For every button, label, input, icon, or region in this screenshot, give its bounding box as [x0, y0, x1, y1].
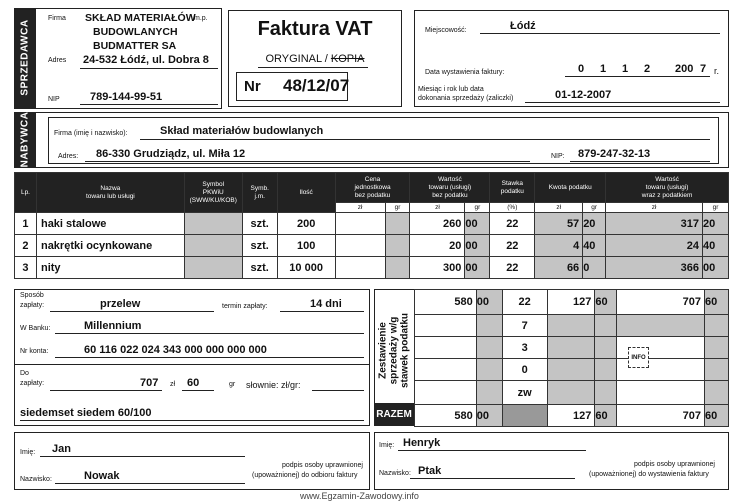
- issuer-last-line: [410, 478, 575, 479]
- row-unit: szt.: [242, 235, 277, 257]
- header-rate-pct: (%): [490, 203, 535, 213]
- sum-gross-gr: [705, 381, 729, 405]
- row-tax-zl: 66: [535, 257, 583, 279]
- row-lp: 3: [15, 257, 37, 279]
- place-value: Łódź: [510, 20, 536, 32]
- table-row: [15, 235, 729, 257]
- sum-rate: 22: [502, 290, 547, 315]
- payment-term: 14 dni: [310, 298, 342, 310]
- row-qty: 200: [277, 213, 335, 235]
- header-symbol: Symbol PKWiU (SWW/KU/KOB): [184, 173, 242, 213]
- sum-net-gr: [476, 315, 502, 337]
- due-zl-label: zł: [170, 381, 176, 388]
- sum-rate: 3: [502, 337, 547, 359]
- row-rate: 22: [490, 213, 535, 235]
- issue-day-2: 1: [600, 63, 607, 75]
- summary-row: [415, 359, 729, 381]
- row-gross-gr: 00: [702, 257, 728, 279]
- total-tax-zl: 127: [547, 405, 595, 427]
- account-number: 60 116 022 024 343 000 000 000 000: [84, 344, 267, 356]
- issuer-first-label: Imię:: [379, 442, 395, 449]
- issue-date-label: Data wystawienia faktury:: [425, 69, 505, 76]
- seller-firm-label: Firma: [48, 15, 66, 22]
- buyer-section-label: NABYWCA: [19, 111, 31, 168]
- payment-term-line: [280, 311, 364, 312]
- row-tax-zl: 4: [535, 235, 583, 257]
- due-gr: 60: [187, 377, 200, 389]
- recipient-last-line: [55, 483, 245, 484]
- recipient-first-label: Imię:: [20, 449, 36, 456]
- total-gross-zl: 707: [617, 405, 705, 427]
- original-underline: [258, 67, 368, 68]
- invoice-number: 48/12/07: [283, 76, 350, 95]
- row-gross-zl: 366: [606, 257, 703, 279]
- sum-net-gr: 00: [476, 290, 502, 315]
- watermark-url: www.Egzamin-Zawodowy.info: [300, 491, 419, 501]
- due-zl: 707: [140, 377, 159, 389]
- issue-year: 200: [675, 63, 694, 75]
- header-net-zl: zł: [410, 203, 465, 213]
- sum-gross-gr: [705, 337, 729, 359]
- summary-row: [415, 290, 729, 315]
- seller-address-line: [80, 68, 218, 69]
- seller-address: 24-532 Łódź, ul. Dobra 8: [83, 54, 209, 66]
- buyer-name: Skład materiałów budowlanych: [160, 125, 324, 137]
- account-label: Nr konta:: [20, 348, 49, 355]
- summary-row: [415, 337, 729, 359]
- sum-net-zl: [415, 359, 477, 381]
- sum-tax-gr: [595, 381, 617, 405]
- buyer-address-label: Adres:: [58, 153, 79, 160]
- header-price-gr: gr: [385, 203, 410, 213]
- issuer-first-name: Henryk: [403, 437, 441, 449]
- payment-method: przelew: [100, 298, 141, 310]
- header-gross-gr: gr: [702, 203, 728, 213]
- recipient-note-1: podpis osoby uprawnionej: [282, 462, 363, 469]
- issue-month-1: 1: [622, 63, 629, 75]
- due-label-2: zapłaty:: [20, 380, 45, 387]
- sum-net-gr: [476, 359, 502, 381]
- summary-row: [415, 315, 729, 337]
- payment-method-label-1: Sposób: [20, 292, 44, 299]
- row-name: nakrętki ocynkowane: [36, 235, 184, 257]
- header-rate: Stawka podatku: [490, 173, 535, 203]
- row-gross-gr: 40: [702, 235, 728, 257]
- sum-tax-zl: [547, 359, 595, 381]
- seller-nip-label: NIP: [48, 96, 60, 103]
- seller-section-label: SPRZEDAWCA: [19, 19, 31, 96]
- recipient-last-label: Nazwisko:: [20, 476, 52, 483]
- payment-term-label: termin zapłaty:: [222, 303, 268, 310]
- row-net-gr: 00: [465, 235, 490, 257]
- invoice-nr-label: Nr: [244, 78, 261, 95]
- header-name: Nazwa towaru lub usługi: [36, 173, 184, 213]
- sum-rate: 0: [502, 359, 547, 381]
- total-gross-gr: 60: [705, 405, 729, 427]
- total-tax-gr: 60: [595, 405, 617, 427]
- recipient-first-line: [40, 456, 245, 457]
- issue-year-last: 7: [700, 63, 707, 75]
- row-tax-gr: 20: [583, 213, 606, 235]
- invoice-title: Faktura VAT: [257, 18, 373, 40]
- row-price-gr: [385, 213, 410, 235]
- account-line: [55, 357, 364, 358]
- header-value-gross: Wartość towaru (usługi) wraz z podatkiem: [606, 173, 729, 203]
- sum-net-gr: [476, 337, 502, 359]
- buyer-nip: 879-247-32-13: [578, 148, 651, 160]
- buyer-name-label: Firma (imię i nazwisko):: [54, 130, 128, 137]
- sum-net-zl: 580: [415, 290, 477, 315]
- place-line: [480, 33, 720, 34]
- buyer-address-line: [85, 161, 530, 162]
- header-unit: Symb. j.m.: [242, 173, 277, 213]
- sale-date-line: [525, 102, 720, 103]
- due-gr-line: [182, 390, 214, 391]
- sum-gross-gr: [705, 359, 729, 381]
- due-gr-label: gr: [229, 381, 236, 388]
- row-tax-gr: 0: [583, 257, 606, 279]
- sum-gross-zl: [617, 381, 705, 405]
- row-rate: 22: [490, 257, 535, 279]
- row-net-zl: 300: [410, 257, 465, 279]
- row-lp: 2: [15, 235, 37, 257]
- row-gross-gr: 20: [702, 213, 728, 235]
- amount-in-words: siedemset siedem 60/100: [20, 407, 152, 419]
- row-unit: szt.: [242, 213, 277, 235]
- issuer-last-name: Ptak: [418, 465, 442, 477]
- header-tax-zl: zł: [535, 203, 583, 213]
- summary-total-label: RAZEM: [374, 404, 414, 426]
- original-label: ORYGINAL /: [265, 53, 328, 65]
- payment-method-line: [50, 311, 214, 312]
- total-net-zl: 580: [415, 405, 477, 427]
- due-label-1: Do: [20, 370, 29, 377]
- seller-address-label: Adres: [48, 57, 67, 64]
- summary-table: [414, 289, 729, 427]
- row-unit: szt.: [242, 257, 277, 279]
- sum-net-zl: [415, 337, 477, 359]
- buyer-name-line: [140, 139, 710, 140]
- recipient-note-2: (upoważnionej) do odbioru faktury: [252, 472, 358, 479]
- row-name: haki stalowe: [36, 213, 184, 235]
- header-qty: Ilość: [277, 173, 335, 213]
- row-net-gr: 00: [465, 257, 490, 279]
- row-symbol: [184, 213, 242, 235]
- row-net-zl: 260: [410, 213, 465, 235]
- sum-net-gr: [476, 381, 502, 405]
- issuer-first-line: [398, 450, 586, 451]
- sum-tax-gr: [595, 337, 617, 359]
- issue-month-2: 2: [644, 63, 651, 75]
- sum-tax-zl: [547, 381, 595, 405]
- summary-label: Zestawienie sprzedaży w/g stawek podatku: [377, 312, 411, 389]
- items-table: [14, 172, 729, 279]
- buyer-address: 86-330 Grudziądz, ul. Miła 12: [96, 148, 246, 160]
- bank-name: Millennium: [84, 320, 142, 332]
- words-line-1: [312, 390, 364, 391]
- row-gross-zl: 24: [606, 235, 703, 257]
- row-tax-zl: 57: [535, 213, 583, 235]
- original-copy-line: [228, 53, 402, 65]
- seller-nip-line: [80, 104, 218, 105]
- recipient-last-name: Nowak: [84, 470, 120, 482]
- sum-net-zl: [415, 381, 477, 405]
- buyer-nip-label: NIP:: [551, 153, 565, 160]
- row-price-zl: [335, 257, 385, 279]
- row-qty: 10 000: [277, 257, 335, 279]
- sum-tax-zl: 127: [547, 290, 595, 315]
- sum-net-zl: [415, 315, 477, 337]
- table-row: [15, 257, 729, 279]
- payment-method-label-2: zapłaty:: [20, 302, 45, 309]
- sum-gross-zl: [617, 315, 705, 337]
- summary-total-row: [415, 405, 729, 427]
- row-net-zl: 20: [410, 235, 465, 257]
- recipient-first-name: Jan: [52, 443, 71, 455]
- bank-label: W Banku:: [20, 325, 51, 332]
- sale-date-label-1: Miesiąc i rok lub data: [418, 86, 484, 93]
- buyer-nip-line: [570, 161, 710, 162]
- header-price-zl: zł: [335, 203, 385, 213]
- header-value-net: Wartość towaru (usługi) bez podatku: [410, 173, 490, 203]
- total-rate: [502, 405, 547, 427]
- sum-tax-gr: 60: [595, 290, 617, 315]
- header-gross-zl: zł: [606, 203, 703, 213]
- seller-nip: 789-144-99-51: [90, 91, 163, 103]
- row-rate: 22: [490, 235, 535, 257]
- signature-left-box: [14, 432, 370, 490]
- words-line-2: [20, 420, 364, 421]
- sum-rate: zw: [502, 381, 547, 405]
- row-price-zl: [335, 213, 385, 235]
- sum-rate: 7: [502, 315, 547, 337]
- row-gross-zl: 317: [606, 213, 703, 235]
- row-symbol: [184, 257, 242, 279]
- row-price-gr: [385, 257, 410, 279]
- issuer-note-2: (upoważnionej) do wystawienia faktury: [589, 471, 709, 478]
- total-net-gr: 00: [476, 405, 502, 427]
- sale-date-label-2: dokonania sprzedaży (zaliczki): [418, 95, 514, 102]
- seller-mp-label: m.p.: [194, 15, 208, 22]
- due-separator: [14, 364, 370, 365]
- header-tax: Kwota podatku: [535, 173, 606, 203]
- copy-label: KOPIA: [330, 53, 365, 65]
- seller-firm-line-1: SKŁAD MATERIAŁÓW: [85, 12, 196, 24]
- info-stamp-text: INFO: [631, 355, 646, 361]
- sum-tax-gr: [595, 315, 617, 337]
- words-label: słownie: zł/gr:: [246, 380, 301, 390]
- bank-line: [55, 333, 364, 334]
- row-name: nity: [36, 257, 184, 279]
- sum-gross-gr: [705, 315, 729, 337]
- seller-firm-line-2: BUDOWLANYCH: [93, 26, 178, 38]
- info-stamp-icon: [628, 347, 649, 368]
- issuer-last-label: Nazwisko:: [379, 470, 411, 477]
- issue-day-1: 0: [578, 63, 585, 75]
- header-net-gr: gr: [465, 203, 490, 213]
- place-label: Miejscowość:: [425, 27, 467, 34]
- seller-firm-line-3: BUDMATTER SA: [93, 40, 177, 52]
- sum-gross-zl: 707: [617, 290, 705, 315]
- issue-date-line: [565, 76, 710, 77]
- row-lp: 1: [15, 213, 37, 235]
- table-row: [15, 213, 729, 235]
- sum-gross-gr: 60: [705, 290, 729, 315]
- row-price-gr: [385, 235, 410, 257]
- issuer-note-1: podpis osoby uprawnionej: [634, 461, 715, 468]
- row-qty: 100: [277, 235, 335, 257]
- row-price-zl: [335, 235, 385, 257]
- row-net-gr: 00: [465, 213, 490, 235]
- sale-date: 01-12-2007: [555, 89, 612, 101]
- due-zl-line: [50, 390, 162, 391]
- row-tax-gr: 40: [583, 235, 606, 257]
- row-symbol: [184, 235, 242, 257]
- header-price: Cena jednostkowa bez podatku: [335, 173, 410, 203]
- summary-row: [415, 381, 729, 405]
- year-suffix: r.: [714, 66, 720, 76]
- header-lp: Lp.: [15, 173, 37, 213]
- sum-tax-zl: [547, 315, 595, 337]
- sum-tax-gr: [595, 359, 617, 381]
- header-tax-gr: gr: [583, 203, 606, 213]
- sum-tax-zl: [547, 337, 595, 359]
